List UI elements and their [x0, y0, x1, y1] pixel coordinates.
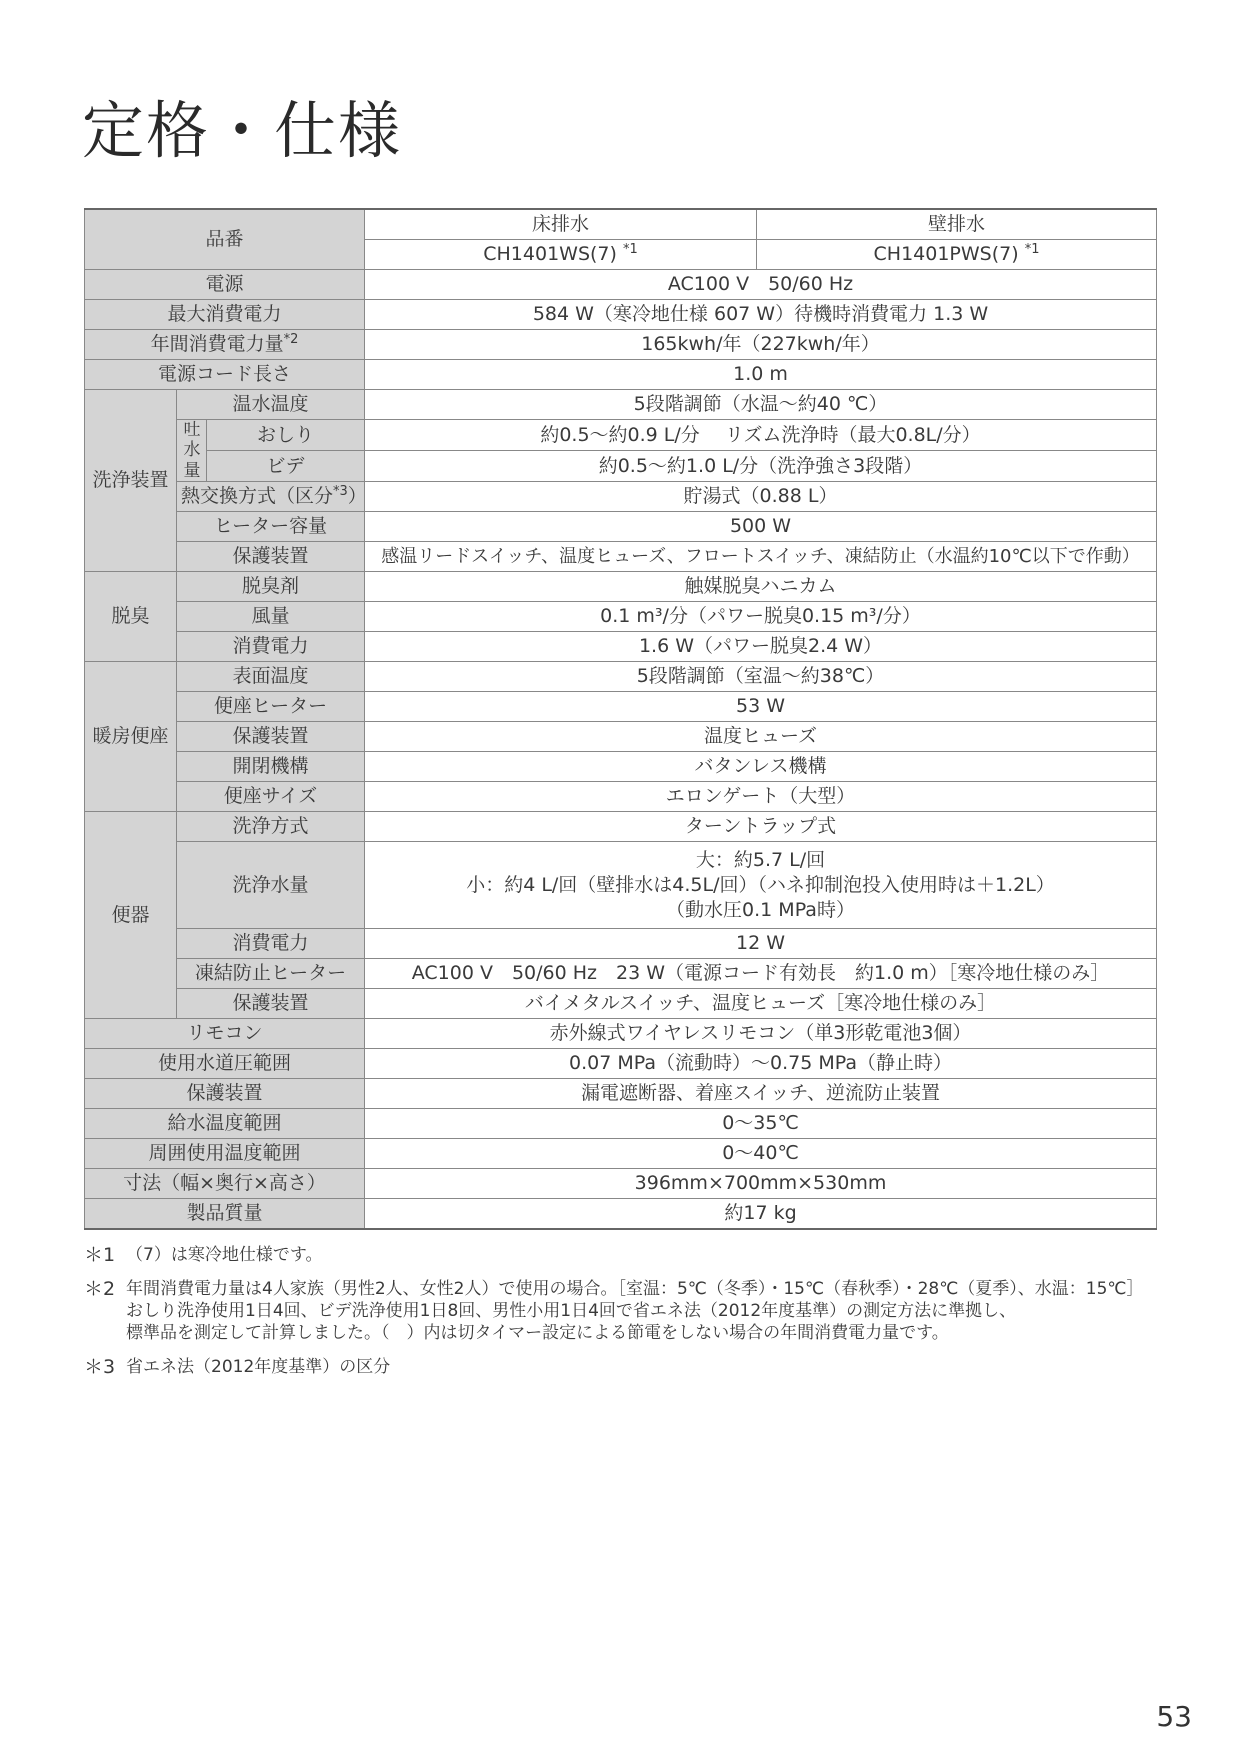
seat-protect-label: 保護装置	[177, 722, 365, 752]
footnote-2-line-1: 年間消費電力量は4人家族（男性2人、女性2人）で使用の場合。［室温：5℃（冬季）・15℃（春秋季）・28℃（夏季）、水温：15℃］	[126, 1279, 1144, 1299]
water-pressure-label: 使用水道圧範囲	[85, 1049, 365, 1079]
footnote-2-mark: ＊2	[84, 1278, 116, 1300]
deodor-group-label: 脱臭	[85, 572, 177, 662]
footnote-2	[84, 1278, 1164, 1344]
floor-drain-header: 床排水	[365, 209, 757, 240]
flush-volume-label: 洗浄水量	[177, 842, 365, 929]
remote-value: 赤外線式ワイヤレスリモコン（単3形乾電池3個）	[365, 1019, 1157, 1049]
note-ref-1: *1	[622, 242, 638, 258]
flush-method-label: 洗浄方式	[177, 812, 365, 842]
footnote-3	[84, 1356, 1164, 1378]
bidet-value: 約0.5～約1.0 L/分（洗浄強さ3段階）	[365, 451, 1157, 482]
supply-temp-value: 0～35℃	[365, 1109, 1157, 1139]
footnote-2-line-3: 標準品を測定して計算しました。（ ）内は切タイマー設定による節電をしない場合の年間消費電力量です。	[126, 1323, 949, 1343]
footnotes	[84, 1244, 1164, 1390]
water-pressure-value: 0.07 MPa（流動時）～0.75 MPa（静止時）	[365, 1049, 1157, 1079]
deodor-agent-label: 脱臭剤	[177, 572, 365, 602]
bowl-power-value: 12 W	[365, 929, 1157, 959]
weight-value: 約17 kg	[365, 1199, 1157, 1230]
heat-exchange-label: 熱交換方式（区分$^{*3}$）	[177, 482, 365, 512]
general-protect-label: 保護装置	[85, 1079, 365, 1109]
flush-volume-large: 大：約5.7 L/回	[695, 848, 826, 871]
water-temp-label: 温水温度	[177, 390, 365, 420]
footnote-1-mark: ＊1	[84, 1244, 116, 1266]
water-temp-value: 5段階調節（水温～約40 ℃）	[365, 390, 1157, 420]
wall-drain-header: 壁排水	[757, 209, 1157, 240]
deodor-power-label: 消費電力	[177, 632, 365, 662]
page-title: 定格・仕様	[82, 94, 403, 167]
heater-capacity-label: ヒーター容量	[177, 512, 365, 542]
seat-size-label: 便座サイズ	[177, 782, 365, 812]
model-floor: CH1401WS(7) $^{*1}$	[365, 240, 757, 270]
air-volume-value: 0.1 m³/分（パワー脱臭0.15 m³/分）	[365, 602, 1157, 632]
flush-volume-small: 小：約4 L/回（壁排水は4.5L/回）（ハネ抑制泡投入使用時は＋1.2L）	[466, 873, 1055, 896]
oshiri-value: 約0.5～約0.9 L/分 リズム洗浄時（最大0.8L/分）	[365, 420, 1157, 451]
footnote-2-line-2: おしり洗浄使用1日4回、ビデ洗浄使用1日8回、男性小用1日4回で省エネ法（2012年度基準）の測定方法に準拠し、	[126, 1301, 1017, 1321]
annual-power-label: 年間消費電力量$^{*2}$	[85, 330, 365, 360]
model-wall: CH1401PWS(7) $^{*1}$	[757, 240, 1157, 270]
antifreeze-value: AC100 V 50/60 Hz 23 W（電源コード有効長 約1.0 m）［寒冷地仕様のみ］	[365, 959, 1157, 989]
bowl-protect-value: バイメタルスイッチ、温度ヒューズ［寒冷地仕様のみ］	[365, 989, 1157, 1019]
dimensions-value: 396mm×700mm×530mm	[365, 1169, 1157, 1199]
heat-exchange-value: 貯湯式（0.88 L）	[365, 482, 1157, 512]
seat-size-value: エロンゲート（大型）	[365, 782, 1157, 812]
seat-group-label: 暖房便座	[85, 662, 177, 812]
cord-length-label: 電源コード長さ	[85, 360, 365, 390]
note-ref-2: *2	[283, 332, 299, 348]
power-value: AC100 V 50/60 Hz	[365, 270, 1157, 300]
surface-temp-label: 表面温度	[177, 662, 365, 692]
bidet-label: ビデ	[207, 451, 365, 482]
remote-label: リモコン	[85, 1019, 365, 1049]
bowl-power-label: 消費電力	[177, 929, 365, 959]
footnote-1-text: （7）は寒冷地仕様です。	[126, 1245, 323, 1265]
ambient-temp-value: 0～40℃	[365, 1139, 1157, 1169]
oshiri-label: おしり	[207, 420, 365, 451]
antifreeze-label: 凍結防止ヒーター	[177, 959, 365, 989]
annual-power-value: 165kwh/年（227kwh/年）	[365, 330, 1157, 360]
general-protect-value: 漏電遮断器、着座スイッチ、逆流防止装置	[365, 1079, 1157, 1109]
deodor-power-value: 1.6 W（パワー脱臭2.4 W）	[365, 632, 1157, 662]
seat-protect-value: 温度ヒューズ	[365, 722, 1157, 752]
wash-protect-value: 感温リードスイッチ、温度ヒューズ、フロートスイッチ、凍結防止（水温約10℃以下で作動）	[365, 542, 1157, 572]
max-power-value: 584 W（寒冷地仕様 607 W）待機時消費電力 1.3 W	[365, 300, 1157, 330]
seat-heater-label: 便座ヒーター	[177, 692, 365, 722]
open-close-value: バタンレス機構	[365, 752, 1157, 782]
weight-label: 製品質量	[85, 1199, 365, 1230]
page-number: 53	[1156, 1700, 1192, 1733]
wash-protect-label: 保護装置	[177, 542, 365, 572]
max-power-label: 最大消費電力	[85, 300, 365, 330]
flush-volume-pressure: （動水圧0.1 MPa時）	[666, 898, 855, 921]
discharge-label: 吐水量	[177, 420, 207, 482]
ambient-temp-label: 周囲使用温度範囲	[85, 1139, 365, 1169]
deodor-agent-value: 触媒脱臭ハニカム	[365, 572, 1157, 602]
power-label: 電源	[85, 270, 365, 300]
surface-temp-value: 5段階調節（室温～約38℃）	[365, 662, 1157, 692]
open-close-label: 開閉機構	[177, 752, 365, 782]
footnote-3-mark: ＊3	[84, 1356, 116, 1378]
wash-group-label: 洗浄装置	[85, 390, 177, 572]
product-number-label: 品番	[85, 209, 365, 270]
supply-temp-label: 給水温度範囲	[85, 1109, 365, 1139]
flush-method-value: ターントラップ式	[365, 812, 1157, 842]
spec-table	[84, 208, 1157, 1230]
seat-heater-value: 53 W	[365, 692, 1157, 722]
footnote-3-text: 省エネ法（2012年度基準）の区分	[126, 1357, 391, 1377]
note-ref-3: *3	[333, 484, 348, 500]
flush-volume-value	[365, 842, 1157, 929]
heater-capacity-value: 500 W	[365, 512, 1157, 542]
cord-length-value: 1.0 m	[365, 360, 1157, 390]
air-volume-label: 風量	[177, 602, 365, 632]
note-ref-1: *1	[1024, 242, 1040, 258]
bowl-group-label: 便器	[85, 812, 177, 1019]
bowl-protect-label: 保護装置	[177, 989, 365, 1019]
dimensions-label: 寸法（幅×奥行×高さ）	[85, 1169, 365, 1199]
footnote-1	[84, 1244, 1164, 1266]
